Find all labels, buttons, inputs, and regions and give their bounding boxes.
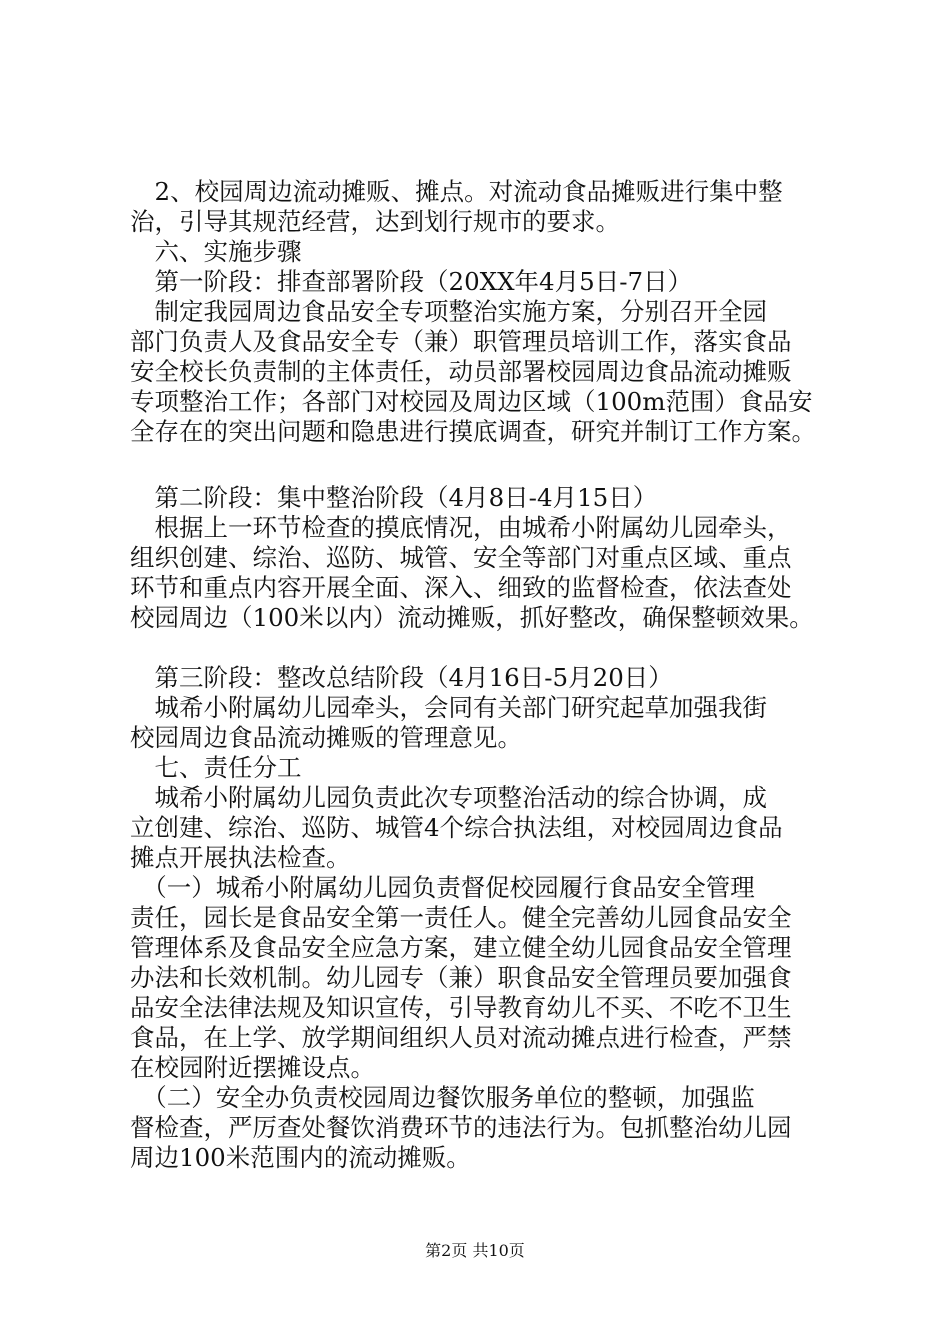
text-line: 环节和重点内容开展全面、深入、细致的监督检查，依法查处 — [130, 573, 792, 602]
text-line: 校园周边食品流动摊贩的管理意见。 — [130, 723, 522, 752]
text-line: 制定我园周边食品安全专项整治实施方案，分别召开全园 — [130, 297, 767, 326]
text-line: 治，引导其规范经营，达到划行规市的要求。 — [130, 207, 620, 236]
text-line: 2、校园周边流动摊贩、摊点。对流动食品摊贩进行集中整 — [130, 177, 783, 206]
text-line: 部门负责人及食品安全专（兼）职管理员培训工作，落实食品 — [130, 327, 792, 356]
text-line: 品安全法律法规及知识宣传，引导教育幼儿不买、不吃不卫生 — [130, 993, 792, 1022]
text-line: 立创建、综治、巡防、城管4个综合执法组，对校园周边食品 — [130, 813, 783, 842]
text-line: 专项整治工作；各部门对校园及周边区域（100m范围）食品安 — [130, 387, 813, 416]
text-line: 校园周边（100米以内）流动摊贩，抓好整改，确保整顿效果。 — [130, 603, 814, 632]
text-line: 在校园附近摆摊设点。 — [130, 1053, 375, 1082]
text-line: 督检查，严厉查处餐饮消费环节的违法行为。包抓整治幼儿园 — [130, 1113, 792, 1142]
section-heading: 六、实施步骤 — [130, 237, 302, 266]
stage-heading: 第二阶段：集中整治阶段（4月8日-4月15日） — [130, 483, 658, 512]
text-line: 城希小附属幼儿园牵头，会同有关部门研究起草加强我街 — [130, 693, 767, 722]
text-line: 全存在的突出问题和隐患进行摸底调查，研究并制订工作方案。 — [130, 417, 816, 446]
stage-heading: 第三阶段：整改总结阶段（4月16日-5月20日） — [130, 663, 673, 692]
text-line: 周边100米范围内的流动摊贩。 — [130, 1143, 471, 1172]
page-number: 第2页 共10页 — [425, 1241, 525, 1260]
text-line: （二）安全办负责校园周边餐饮服务单位的整顿，加强监 — [130, 1083, 755, 1112]
text-line: 责任，园长是食品安全第一责任人。健全完善幼儿园食品安全 — [130, 903, 792, 932]
text-line: 摊点开展执法检查。 — [130, 843, 351, 872]
section-heading: 七、责任分工 — [130, 753, 302, 782]
text-line: 安全校长负责制的主体责任，动员部署校园周边食品流动摊贩 — [130, 357, 792, 386]
text-line: 食品，在上学、放学期间组织人员对流动摊点进行检查，严禁 — [130, 1023, 792, 1052]
text-line: 组织创建、综治、巡防、城管、安全等部门对重点区域、重点 — [130, 543, 792, 572]
stage-heading: 第一阶段：排查部署阶段（20XX年4月5日-7日） — [130, 267, 693, 296]
text-line: 根据上一环节检查的摸底情况，由城希小附属幼儿园牵头， — [130, 513, 792, 542]
text-line: 办法和长效机制。幼儿园专（兼）职食品安全管理员要加强食 — [130, 963, 792, 992]
text-line: 城希小附属幼儿园负责此次专项整治活动的综合协调，成 — [130, 783, 767, 812]
text-line: 管理体系及食品安全应急方案，建立健全幼儿园食品安全管理 — [130, 933, 792, 962]
text-line: （一）城希小附属幼儿园负责督促校园履行食品安全管理 — [130, 873, 755, 902]
